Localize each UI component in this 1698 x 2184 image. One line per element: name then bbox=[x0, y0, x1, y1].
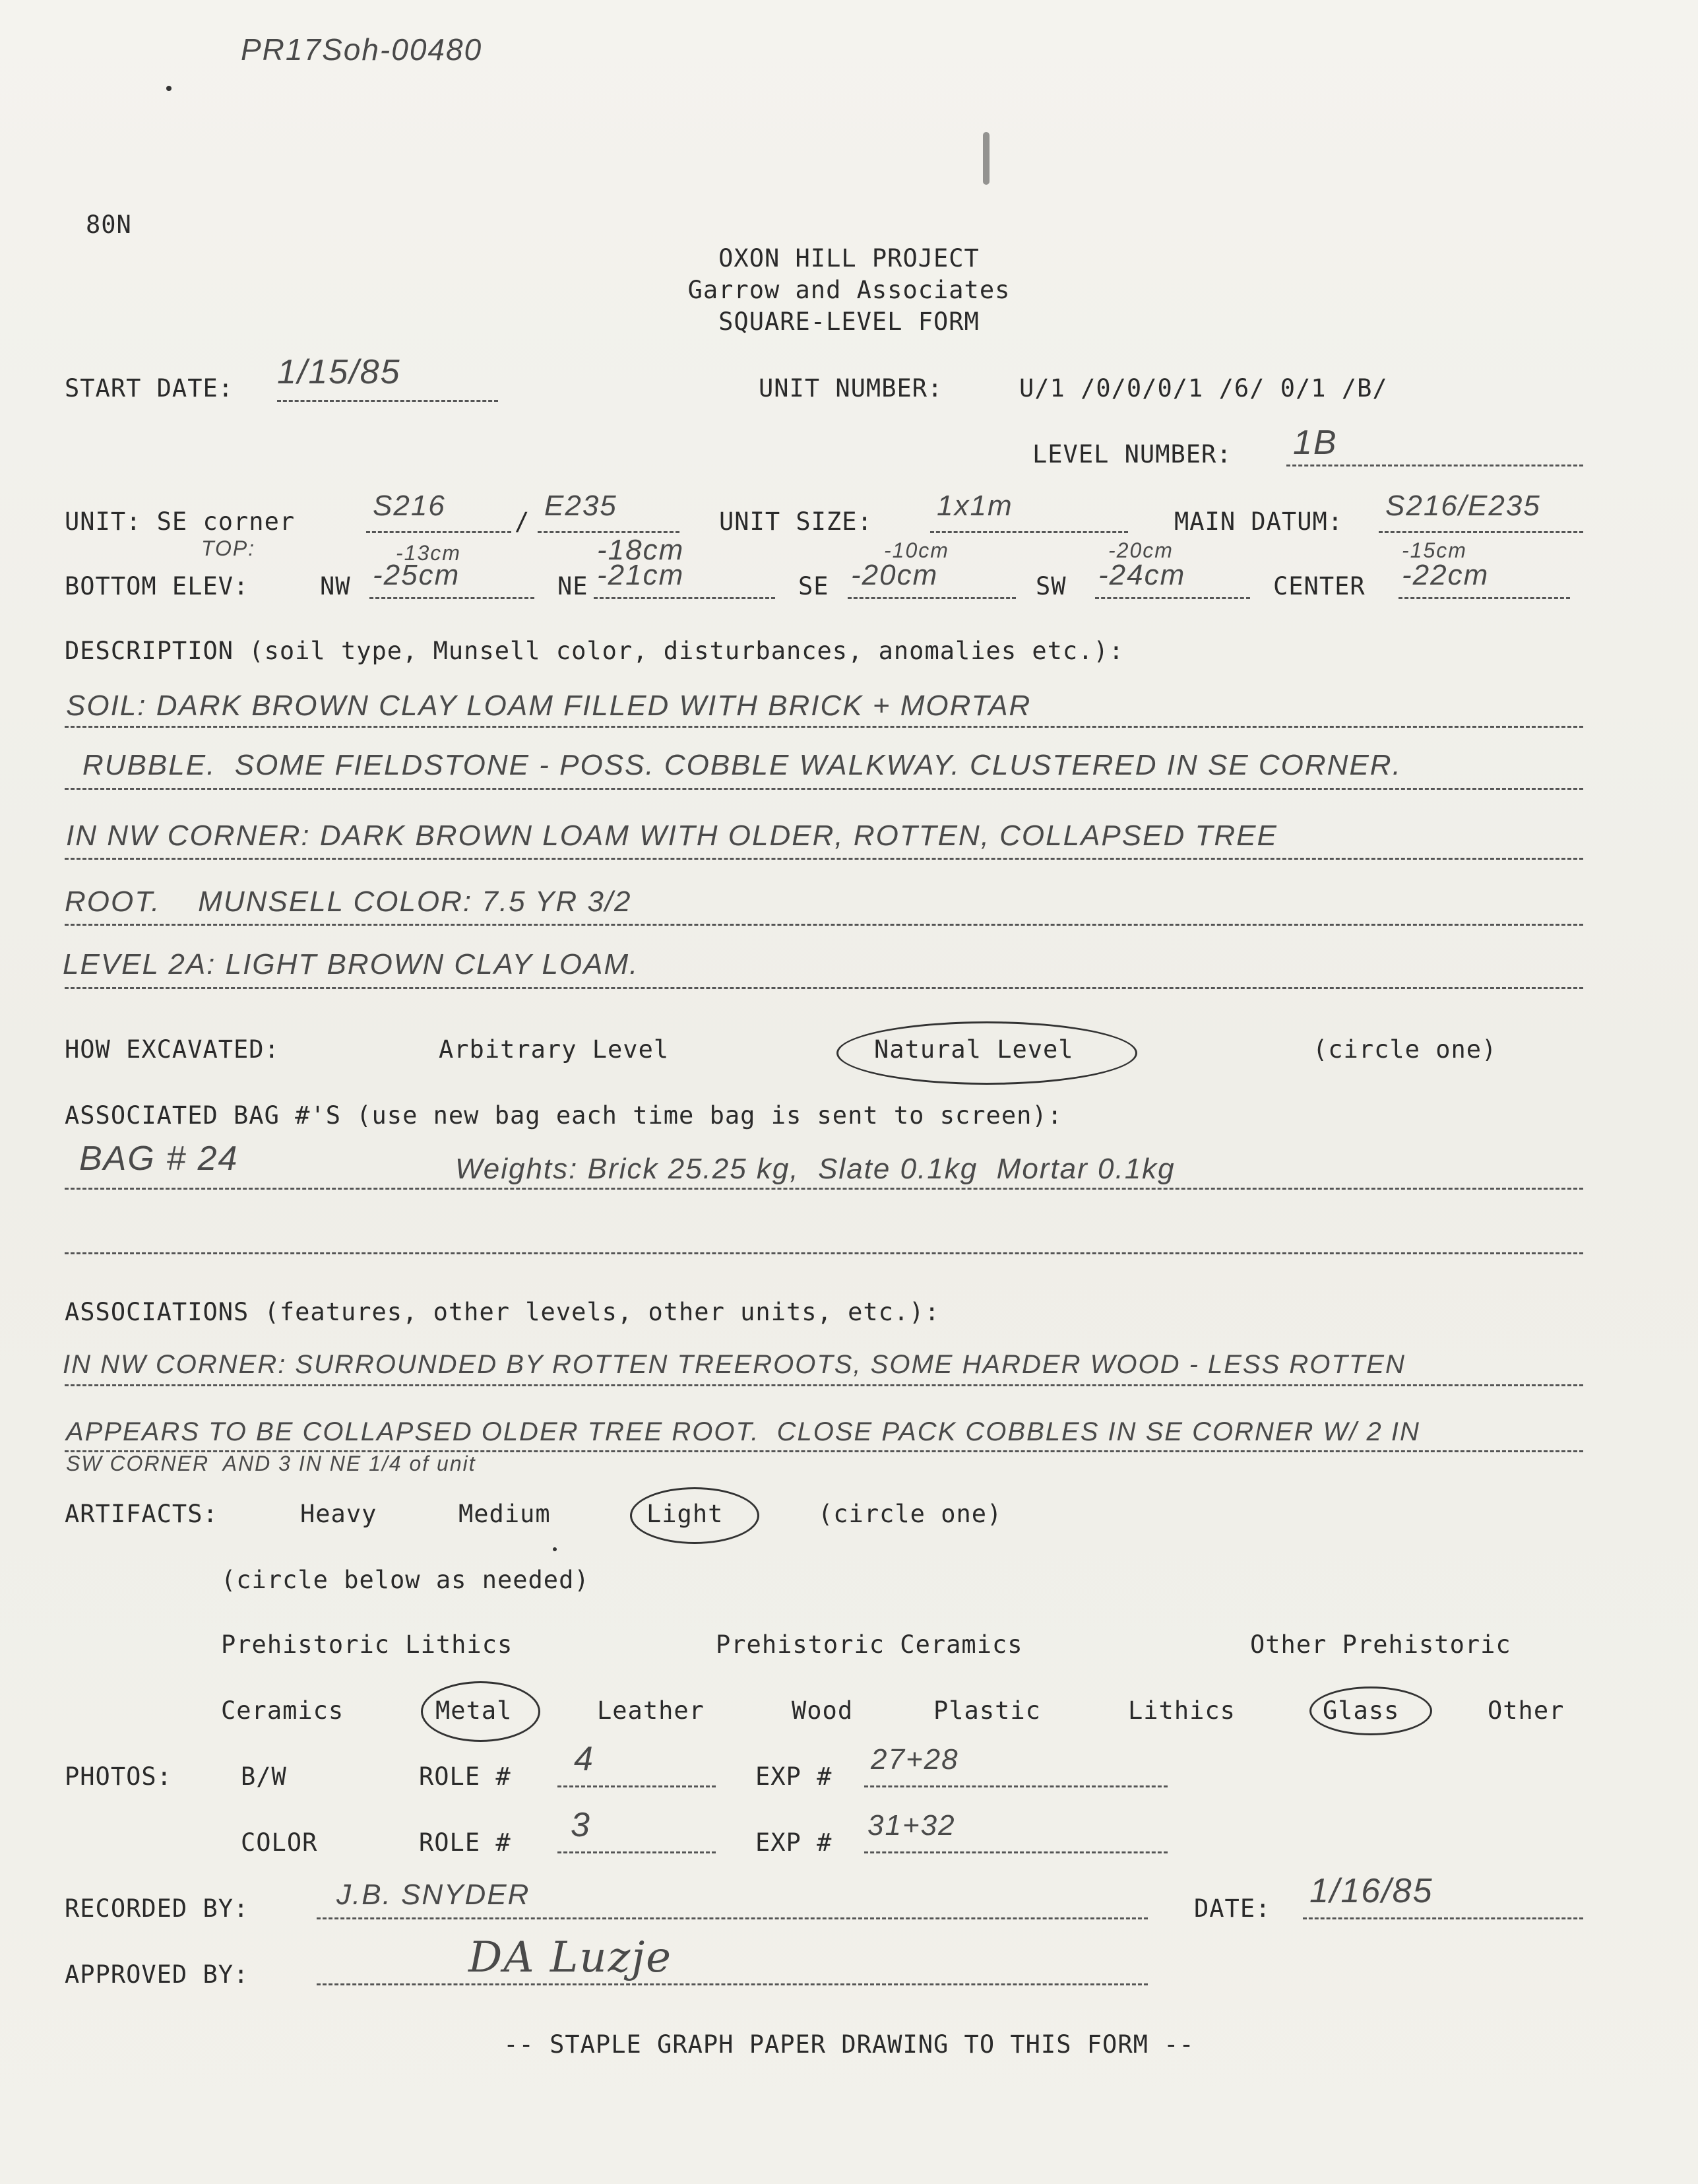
photos-color-role-label: ROLE # bbox=[419, 1828, 511, 1857]
description-rule-3 bbox=[65, 858, 1583, 860]
description-rule-2 bbox=[65, 788, 1583, 790]
bottom-se-label: SE bbox=[798, 572, 829, 600]
artifact-plastic: Plastic bbox=[933, 1696, 1041, 1725]
recorded-date-label: DATE: bbox=[1194, 1894, 1271, 1923]
description-line-4: ROOT. MUNSELL COLOR: 7.5 YR 3/2 bbox=[65, 885, 632, 918]
artifacts-heavy: Heavy bbox=[300, 1500, 377, 1528]
description-line-5: LEVEL 2A: LIGHT BROWN CLAY LOAM. bbox=[63, 948, 639, 980]
how-excavated-arbitrary: Arbitrary Level bbox=[439, 1035, 670, 1064]
artifact-lithics: Lithics bbox=[1128, 1696, 1236, 1725]
unit-se-south-line bbox=[366, 531, 511, 533]
how-excavated-note: (circle one) bbox=[1313, 1035, 1497, 1064]
bottom-ne-label: NE bbox=[557, 572, 588, 600]
associations-line-2: APPEARS TO BE COLLAPSED OLDER TREE ROOT. CLOSE PACK COBBLES IN SE CORNER W/ 2 IN bbox=[66, 1417, 1420, 1446]
photos-bw-role: 4 bbox=[574, 1740, 594, 1778]
artifacts-light: Light bbox=[646, 1500, 724, 1528]
bottom-sw-value: -24cm bbox=[1098, 559, 1186, 591]
unit-size-line bbox=[930, 531, 1128, 533]
start-date-label: START DATE: bbox=[65, 374, 234, 402]
bags-rule-2 bbox=[65, 1252, 1583, 1254]
bottom-nw-label: NW bbox=[320, 572, 351, 600]
main-datum-value: S216/E235 bbox=[1385, 490, 1541, 522]
how-excavated-label: HOW EXCAVATED: bbox=[65, 1035, 280, 1064]
associations-line-3: SW CORNER AND 3 IN NE 1/4 of unit bbox=[66, 1452, 476, 1475]
unit-size-value: 1x1m bbox=[937, 490, 1013, 522]
bottom-sw-line bbox=[1095, 597, 1250, 599]
glass-circle bbox=[1309, 1686, 1432, 1735]
photos-bw-label: B/W bbox=[241, 1762, 287, 1791]
unit-sep: / bbox=[515, 507, 530, 536]
main-datum-label: MAIN DATUM: bbox=[1174, 507, 1344, 536]
bottom-nw-value: -25cm bbox=[373, 559, 460, 591]
recorded-date-value: 1/16/85 bbox=[1309, 1872, 1433, 1910]
photos-bw-role-line bbox=[557, 1785, 716, 1787]
bottom-se-line bbox=[848, 597, 1016, 599]
bottom-center-line bbox=[1399, 597, 1570, 599]
start-date-value: 1/15/85 bbox=[277, 353, 401, 391]
natural-level-circle bbox=[836, 1021, 1137, 1085]
recorded-label: RECORDED BY: bbox=[65, 1894, 249, 1923]
main-datum-line bbox=[1379, 531, 1583, 533]
footer-instruction: -- STAPLE GRAPH PAPER DRAWING TO THIS FORM -- bbox=[503, 2030, 1195, 2059]
photos-bw-exp: 27+28 bbox=[871, 1743, 959, 1776]
unit-se-south: S216 bbox=[373, 490, 446, 522]
associations-rule-1 bbox=[65, 1384, 1583, 1386]
photos-color-role-line bbox=[557, 1851, 716, 1853]
unit-number-label: UNIT NUMBER: bbox=[759, 374, 943, 402]
description-line-2: RUBBLE. SOME FIELDSTONE - POSS. COBBLE WALKWAY. CLUSTERED IN SE CORNER. bbox=[82, 749, 1402, 781]
bags-label: ASSOCIATED BAG #'S (use new bag each time bag is sent to screen): bbox=[65, 1101, 1063, 1130]
photos-bw-exp-label: EXP # bbox=[755, 1762, 833, 1791]
recorded-date-line bbox=[1303, 1917, 1583, 1919]
bottom-elev-label: BOTTOM ELEV: bbox=[65, 572, 249, 600]
start-date-line bbox=[277, 400, 498, 402]
bottom-center-label: CENTER bbox=[1273, 572, 1366, 600]
photos-bw-role-label: ROLE # bbox=[419, 1762, 511, 1791]
top-sw: -20cm bbox=[1108, 538, 1174, 562]
level-number-label: LEVEL NUMBER: bbox=[1032, 440, 1232, 468]
artifact-other-prehistoric: Other Prehistoric bbox=[1250, 1630, 1511, 1659]
approved-line bbox=[317, 1983, 1148, 1985]
bottom-sw-label: SW bbox=[1036, 572, 1067, 600]
description-label: DESCRIPTION (soil type, Munsell color, disturbances, anomalies etc.): bbox=[65, 637, 1125, 665]
artifact-other: Other bbox=[1488, 1696, 1565, 1725]
bottom-se-value: -20cm bbox=[851, 559, 939, 591]
grid-label: 80N bbox=[86, 210, 132, 239]
photos-color-exp-label: EXP # bbox=[755, 1828, 833, 1857]
artifact-leather: Leather bbox=[597, 1696, 705, 1725]
description-rule-4 bbox=[65, 924, 1583, 926]
metal-circle bbox=[421, 1681, 540, 1742]
recorded-by-line bbox=[317, 1917, 1148, 1919]
scan-mark bbox=[983, 132, 990, 185]
unit-label: UNIT: SE corner bbox=[65, 507, 296, 536]
light-circle bbox=[630, 1487, 759, 1544]
bag-weights: Weights: Brick 25.25 kg, Slate 0.1kg Mortar 0.1kg bbox=[455, 1153, 1176, 1185]
unit-se-east: E235 bbox=[544, 490, 617, 522]
artifacts-label: ARTIFACTS: bbox=[65, 1500, 218, 1528]
artifacts-sub-label: (circle below as needed) bbox=[221, 1566, 590, 1594]
unit-number-value: U/1 /0/0/0/1 /6/ 0/1 /B/ bbox=[1019, 374, 1388, 402]
artifact-glass: Glass bbox=[1323, 1696, 1400, 1725]
scan-speck bbox=[553, 1547, 557, 1551]
photos-color-label: COLOR bbox=[241, 1828, 318, 1857]
photos-color-exp-line bbox=[864, 1851, 1168, 1853]
top-nw: -13cm bbox=[396, 541, 461, 565]
bottom-ne-value: -21cm bbox=[597, 559, 685, 591]
level-number-line bbox=[1286, 465, 1583, 466]
scan-speck bbox=[166, 86, 172, 91]
unit-size-label: UNIT SIZE: bbox=[719, 507, 873, 536]
description-line-3: IN NW CORNER: DARK BROWN LOAM WITH OLDER, ROTTEN, COLLAPSED TREE bbox=[66, 819, 1278, 852]
artifact-prehistoric-ceramics: Prehistoric Ceramics bbox=[716, 1630, 1023, 1659]
archive-id: PR17Soh-00480 bbox=[241, 32, 483, 67]
approved-label: APPROVED BY: bbox=[65, 1960, 249, 1989]
firm-name: Garrow and Associates bbox=[687, 276, 1011, 304]
bags-rule-1 bbox=[65, 1188, 1583, 1190]
artifact-metal: Metal bbox=[435, 1696, 513, 1725]
description-rule-1 bbox=[65, 726, 1583, 728]
unit-se-east-line bbox=[538, 531, 679, 533]
photos-bw-exp-line bbox=[864, 1785, 1168, 1787]
associations-label: ASSOCIATIONS (features, other levels, other units, etc.): bbox=[65, 1298, 940, 1326]
project-title: OXON HILL PROJECT bbox=[718, 244, 980, 273]
photos-label: PHOTOS: bbox=[65, 1762, 172, 1791]
artifact-wood: Wood bbox=[792, 1696, 854, 1725]
bottom-center-value: -22cm bbox=[1402, 559, 1490, 591]
level-number-value: 1B bbox=[1293, 424, 1338, 462]
bottom-nw-line bbox=[369, 597, 534, 599]
top-ne: -18cm bbox=[597, 534, 685, 566]
top-se: -10cm bbox=[884, 538, 949, 562]
bottom-ne-line bbox=[594, 597, 775, 599]
artifacts-medium: Medium bbox=[458, 1500, 551, 1528]
how-excavated-natural: Natural Level bbox=[874, 1035, 1074, 1064]
photos-color-exp: 31+32 bbox=[867, 1809, 956, 1842]
associations-line-1: IN NW CORNER: SURROUNDED BY ROTTEN TREEROOTS, SOME HARDER WOOD - LESS ROTTEN bbox=[63, 1350, 1406, 1379]
artifacts-note: (circle one) bbox=[818, 1500, 1003, 1528]
approved-signature: DA Luzje bbox=[468, 1933, 673, 1982]
bag-number: BAG # 24 bbox=[79, 1140, 239, 1178]
description-rule-5 bbox=[65, 987, 1583, 989]
form-title: SQUARE-LEVEL FORM bbox=[718, 307, 980, 336]
recorded-by-value: J.B. SNYDER bbox=[336, 1879, 530, 1911]
photos-color-role: 3 bbox=[571, 1806, 591, 1844]
artifact-prehistoric-lithics: Prehistoric Lithics bbox=[221, 1630, 513, 1659]
description-line-1: SOIL: DARK BROWN CLAY LOAM FILLED WITH BRICK + MORTAR bbox=[66, 690, 1032, 722]
top-center: -15cm bbox=[1402, 538, 1467, 562]
top-label: TOP: bbox=[201, 536, 256, 560]
artifact-ceramics: Ceramics bbox=[221, 1696, 344, 1725]
